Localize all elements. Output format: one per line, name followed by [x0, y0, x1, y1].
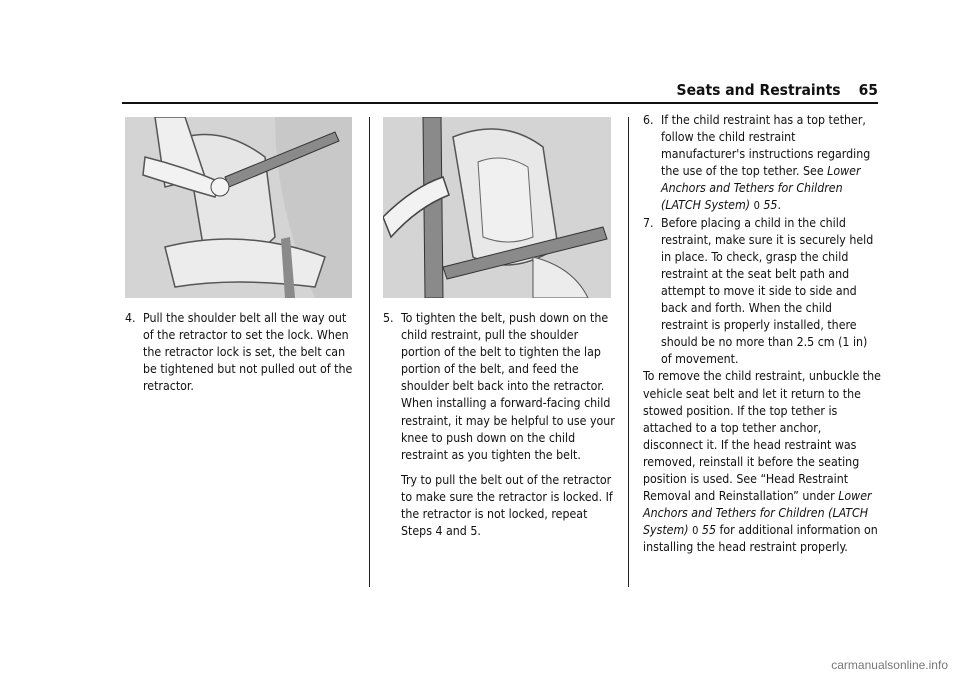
- step-number: 6.: [643, 113, 654, 127]
- step-5: [383, 310, 615, 540]
- column-2: [383, 310, 615, 540]
- step-6: [643, 112, 881, 215]
- page-header: [600, 81, 878, 99]
- step-4: [125, 310, 357, 395]
- page-ref-icon: 0: [692, 524, 699, 538]
- step-number: 4.: [125, 311, 136, 325]
- column-divider-1: [369, 117, 370, 587]
- step-7: [643, 215, 881, 369]
- paragraph-text: To remove the child restraint, unbuckle the vehicle seat belt and let it return to the stowed position. If the top tether is attached to a top tether anchor, disconnect it. If the head restraint was removed, reinstall it before the seating position is used. See “Head Restraint Removal and Reinstallation” under: [643, 369, 881, 504]
- step-text: To tighten the belt, push down on the child restraint, pull the shoulder portion of the belt to tighten the lap portion of the belt, and feed the shoulder belt back into the retractor. When installing a forward-facing child restraint, it may be helpful to use your knee to push down on the child restraint as you tighten the belt.: [401, 311, 615, 462]
- page-number: 65: [858, 81, 878, 99]
- step-text: Pull the shoulder belt all the way out of the retractor to set the lock. When the retractor lock is set, the belt can be tightened but not pulled out of the retractor.: [143, 311, 353, 394]
- page-ref-number[interactable]: 55: [701, 523, 716, 538]
- column-1: [125, 310, 357, 395]
- cross-reference-link[interactable]: Lower Anchors and Tethers for Children (LATCH System): [661, 164, 861, 213]
- page-ref-number[interactable]: 55: [763, 198, 778, 213]
- paragraph-text-end: for additional information on installing the head restraint properly.: [643, 523, 878, 555]
- removal-paragraph: [643, 368, 881, 556]
- cross-reference-link[interactable]: Lower Anchors and Tethers for Children (LATCH System): [643, 489, 872, 538]
- header-rule: [122, 102, 878, 104]
- column-3: [643, 112, 881, 556]
- figure-pull-shoulder-belt: [125, 117, 352, 298]
- page-ref-icon: 0: [753, 199, 760, 213]
- watermark: carmanualsonline.info: [831, 658, 948, 672]
- step-number: 7.: [643, 215, 654, 230]
- punctuation: .: [777, 198, 781, 213]
- column-divider-2: [628, 117, 629, 587]
- step-number: 5.: [383, 311, 394, 325]
- step-text: Before placing a child in the child restraint, make sure it is securely held in place. To check, grasp the child restraint at the seat belt path and attempt to move it side to side and back and forth. When the child restraint is properly installed, there should be no more than 2.5 cm (1 in) of movement.: [661, 215, 874, 367]
- step-text: If the child restraint has a top tether, follow the child restraint manufacturer's instructions regarding the use of the top tether. See: [661, 113, 871, 179]
- section-title: Seats and Restraints: [676, 81, 841, 99]
- figure-tighten-belt: [383, 117, 611, 298]
- step-text-continued: Try to pull the belt out of the retractor to make sure the retractor is locked. If the retractor is not locked, repeat Steps 4 and 5.: [401, 472, 613, 539]
